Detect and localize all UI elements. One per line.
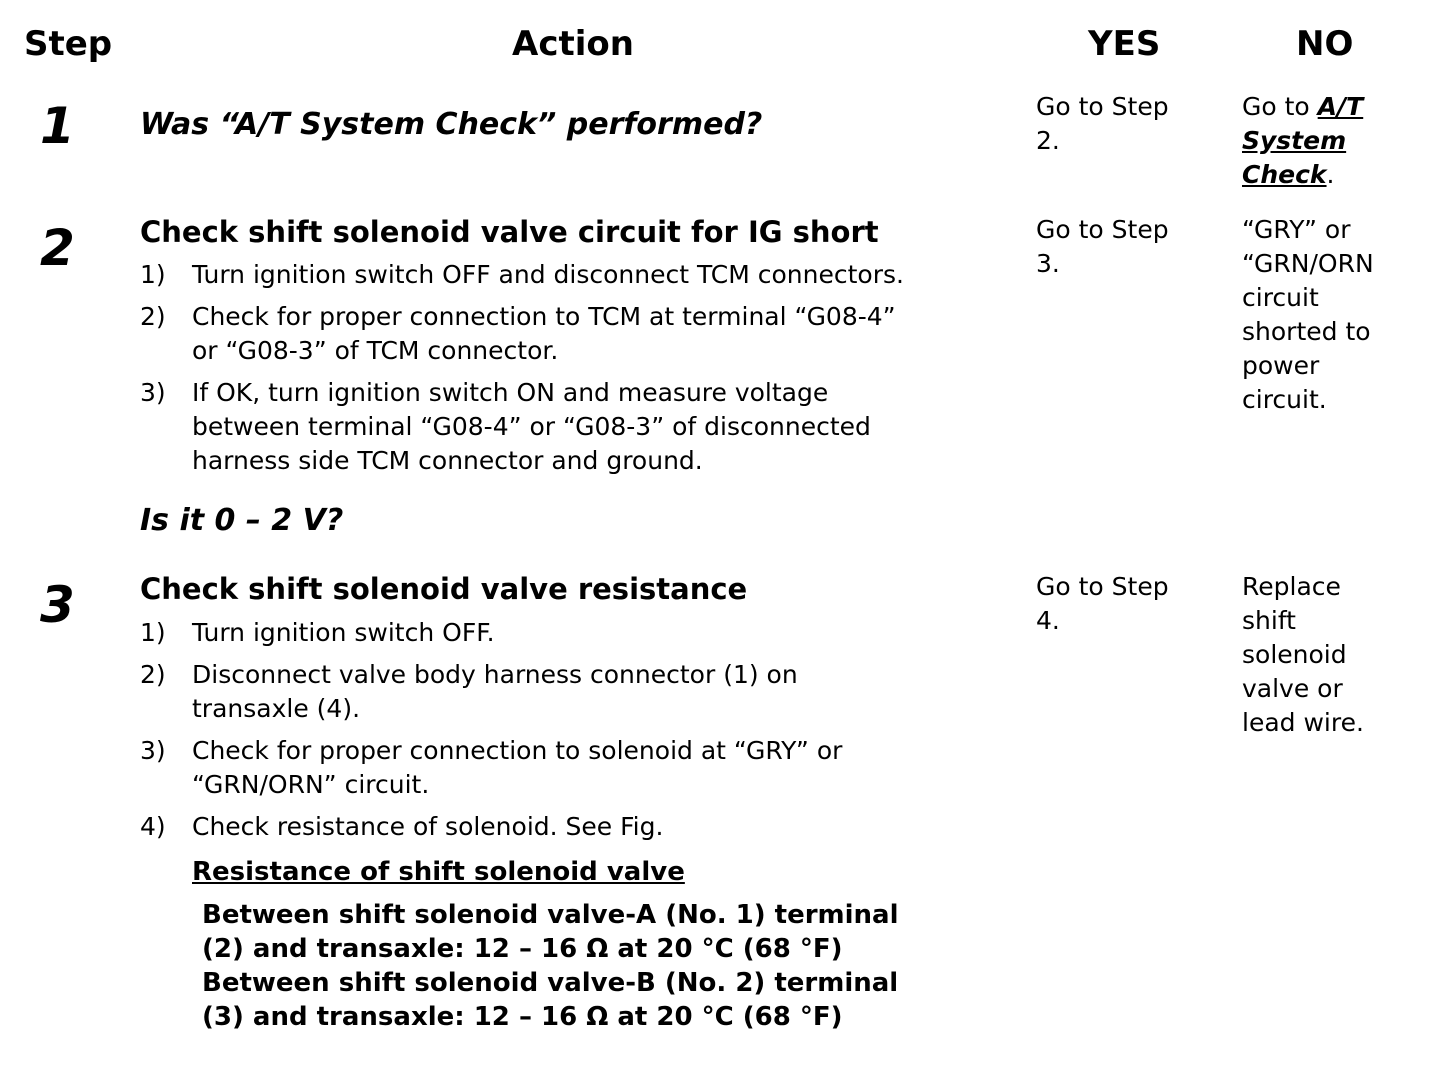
header-action: Action: [512, 24, 634, 64]
no-text: circuit.: [1242, 385, 1327, 414]
no-text: .: [1326, 160, 1335, 189]
item-number: 3): [140, 378, 166, 407]
no-cell: [1242, 570, 1364, 740]
no-text: Go to: [1242, 92, 1318, 121]
item-text: transaxle (4).: [192, 694, 361, 723]
yes-cell: [1036, 213, 1169, 281]
yes-text: 2.: [1036, 126, 1060, 155]
no-text: solenoid: [1242, 640, 1347, 669]
system-check-link[interactable]: A/T: [1317, 92, 1364, 121]
item-text: between terminal “G08-4” or “G08-3” of disconnected: [192, 412, 871, 441]
system-check-link[interactable]: System: [1242, 126, 1347, 155]
item-text: Check for proper connection to solenoid at “GRY” or: [192, 736, 843, 765]
item-text: If OK, turn ignition switch ON and measure voltage: [192, 378, 829, 407]
item-number: 2): [140, 660, 166, 689]
spec-line: Between shift solenoid valve-B (No. 2) terminal: [202, 968, 899, 998]
item-text: Turn ignition switch OFF and disconnect TCM connectors.: [192, 260, 904, 289]
no-text: “GRY” or: [1242, 215, 1351, 244]
spec-line: (3) and transaxle: 12 – 16 Ω at 20 °C (68 °F): [202, 1002, 843, 1032]
item-number: 3): [140, 736, 166, 765]
item-text: Check for proper connection to TCM at terminal “G08-4”: [192, 302, 896, 331]
item-text: “GRN/ORN” circuit.: [192, 770, 430, 799]
no-text: shift: [1242, 606, 1296, 635]
no-cell: [1242, 90, 1363, 192]
yes-text: 3.: [1036, 249, 1060, 278]
spec-line: (2) and transaxle: 12 – 16 Ω at 20 °C (68 °F): [202, 934, 843, 964]
step-number: 3: [40, 576, 75, 634]
spec-line: Between shift solenoid valve-A (No. 1) terminal: [202, 900, 899, 930]
step-title: Check shift solenoid valve resistance: [140, 572, 748, 606]
item-number: 4): [140, 812, 166, 841]
step-number: 2: [40, 219, 75, 277]
step-number: 1: [40, 97, 75, 155]
no-text: “GRN/ORN: [1242, 249, 1374, 278]
no-text: lead wire.: [1242, 708, 1364, 737]
header-yes: YES: [1088, 24, 1161, 64]
item-text: Check resistance of solenoid. See Fig.: [192, 812, 664, 841]
yes-text: Go to Step: [1036, 572, 1169, 601]
yes-text: Go to Step: [1036, 215, 1169, 244]
item-number: 2): [140, 302, 166, 331]
yes-text: Go to Step: [1036, 92, 1169, 121]
item-text: Disconnect valve body harness connector (1) on: [192, 660, 798, 689]
system-check-link[interactable]: Check: [1242, 160, 1327, 189]
yes-text: 4.: [1036, 606, 1060, 635]
header-no: NO: [1296, 24, 1354, 64]
item-number: 1): [140, 260, 166, 289]
step-question: Is it 0 – 2 V?: [140, 503, 344, 538]
header-step: Step: [24, 24, 113, 64]
spec-heading: Resistance of shift solenoid valve: [192, 857, 685, 887]
item-number: 1): [140, 618, 166, 647]
no-text: power: [1242, 351, 1320, 380]
step-question: Was “A/T System Check” performed?: [140, 107, 763, 142]
item-text: Turn ignition switch OFF.: [192, 618, 495, 647]
no-cell: [1242, 213, 1374, 417]
item-text: or “G08-3” of TCM connector.: [192, 336, 559, 365]
no-text: circuit: [1242, 283, 1319, 312]
yes-cell: [1036, 90, 1169, 158]
no-text: valve or: [1242, 674, 1343, 703]
no-text: shorted to: [1242, 317, 1371, 346]
item-text: harness side TCM connector and ground.: [192, 446, 703, 475]
step-title: Check shift solenoid valve circuit for IG short: [140, 215, 879, 249]
yes-cell: [1036, 570, 1169, 638]
no-text: Replace: [1242, 572, 1341, 601]
